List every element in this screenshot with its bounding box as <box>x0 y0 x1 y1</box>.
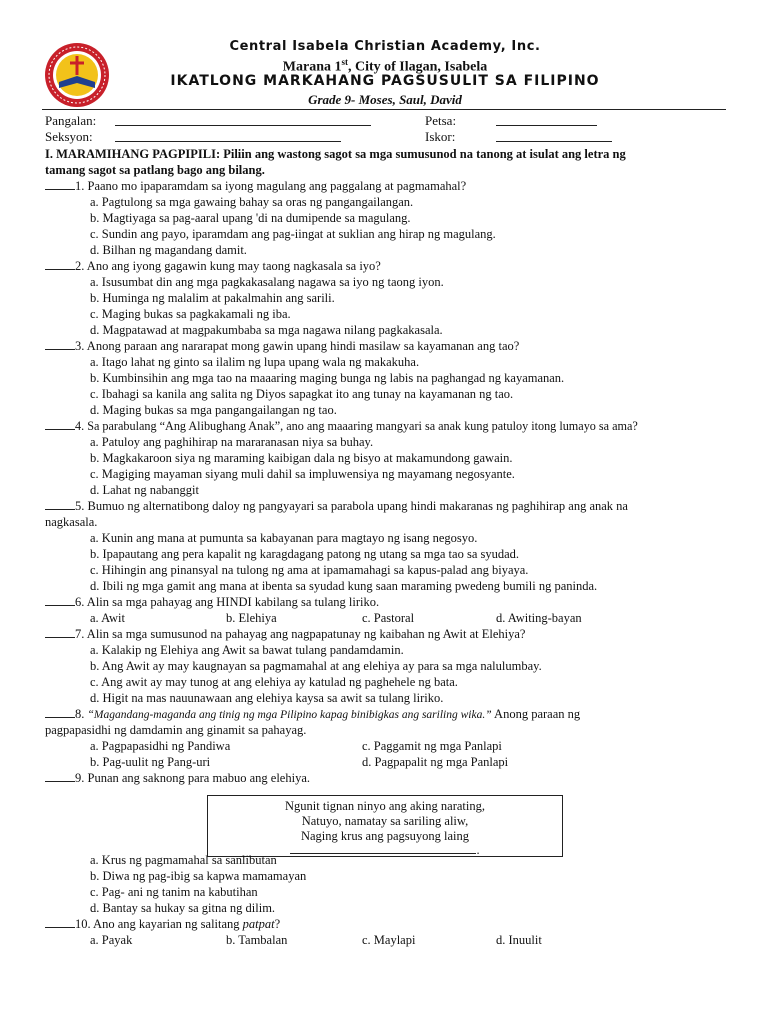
instructions-line-1: I. MARAMIHANG PAGPIPILI: Piliin ang wastong sagot sa mga sumusunod na tanong at isulat ang letra ng <box>45 147 626 161</box>
answer-blank-4[interactable] <box>45 418 75 430</box>
poem-line-1: Ngunit tignan ninyo ang aking narating, <box>285 799 485 813</box>
school-name: Central Isabela Christian Academy, Inc. <box>229 39 541 54</box>
question-6 <box>45 594 379 610</box>
question-6-stem: 6. Alin sa mga pahayag ang HINDI kabilang sa tulang liriko. <box>75 595 380 609</box>
question-5 <box>45 498 628 514</box>
question-7 <box>45 626 525 642</box>
q4-choice-b: b. Magkakaroon siya ng maraming kaibigan dala ng bisyo at makamundong gawain. <box>90 451 513 465</box>
seksyon-field[interactable] <box>115 141 341 142</box>
q6-choice-a: a. Awit <box>90 611 125 625</box>
pangalan-field[interactable] <box>115 125 371 126</box>
school-logo-icon <box>44 42 110 108</box>
q6-choice-b: b. Elehiya <box>226 611 277 625</box>
petsa-field[interactable] <box>496 125 597 126</box>
q7-choice-c: c. Ang awit ay may tunog at ang elehiya ay katulad ng paghehele ng bata. <box>90 675 458 689</box>
iskor-label: Iskor: <box>425 129 456 144</box>
q2-choice-a: a. Isusumbat din ang mga pagkakasalang nagawa sa iyo ng taong iyon. <box>90 275 444 289</box>
exam-title: IKATLONG MARKAHANG PAGSUSULIT SA FILIPINO <box>170 73 600 89</box>
address-sup: st <box>341 57 348 67</box>
address-post: , City of Ilagan, Isabela <box>347 59 488 75</box>
poem-box <box>207 795 563 857</box>
question-10-word: patpat <box>242 917 275 931</box>
answer-blank-8[interactable] <box>45 706 75 718</box>
question-8 <box>45 706 580 723</box>
q3-choice-d: d. Maging bukas sa mga pangangailangan ng tao. <box>90 403 337 417</box>
q3-choice-b: b. Kumbinsihin ang mga tao na maaaring maging bunga ng labis na paghangad ng kayamanan. <box>90 371 565 385</box>
answer-blank-1[interactable] <box>45 178 75 190</box>
q5-choice-a: a. Kunin ang mana at pumunta sa kabayanan para magtayo ng isang negosyo. <box>90 531 478 545</box>
pangalan-label: Pangalan: <box>45 113 97 128</box>
answer-blank-9[interactable] <box>45 770 75 782</box>
q6-choice-c: c. Pastoral <box>362 611 415 625</box>
q10-choice-c: c. Maylapi <box>362 933 416 947</box>
question-8-number: 8. <box>75 707 88 721</box>
q4-choice-d: d. Lahat ng nabanggit <box>90 483 199 497</box>
question-8-tail: Anong paraan ng <box>491 707 581 721</box>
q8-choice-c: c. Paggamit ng mga Panlapi <box>362 739 502 753</box>
answer-blank-5[interactable] <box>45 498 75 510</box>
q9-choice-b: b. Diwa ng pag-ibig sa kapwa mamamayan <box>90 869 307 883</box>
answer-blank-10[interactable] <box>45 916 75 928</box>
question-3 <box>45 338 519 354</box>
poem-line-3: Naging krus ang pagsuyong laing <box>300 829 470 843</box>
q7-choice-a: a. Kalakip ng Elehiya ang Awit sa bawat tulang pandamdamin. <box>90 643 404 657</box>
address-pre: Marana 1 <box>282 59 342 75</box>
question-1-stem: 1. Paano mo ipaparamdam sa iyong magulang ang paggalang at pagmamahal? <box>75 179 467 193</box>
q1-choice-d: d. Bilhan ng magandang damit. <box>90 243 247 257</box>
answer-blank-2[interactable] <box>45 258 75 270</box>
poem-line-2: Natuyo, namatay sa sariling aliw, <box>301 814 469 828</box>
question-8-quote: “Magandang-maganda ang tinig ng mga Pilipino kapag binibigkas ang sariling wika.” <box>87 709 492 721</box>
q8-choice-d: d. Pagpapalit ng mga Panlapi <box>362 755 509 769</box>
q9-choice-c: c. Pag- ani ng tanim na kabutihan <box>90 885 258 899</box>
question-2-stem: 2. Ano ang iyong gagawin kung may taong nagkasala sa iyo? <box>75 259 381 273</box>
q2-choice-d: d. Magpatawad at magpakumbaba sa mga nagawa nilang pagkakasala. <box>90 323 443 337</box>
q9-choice-a: a. Krus ng pagmamahal sa sanlibutan <box>90 853 277 867</box>
question-2 <box>45 258 381 274</box>
question-4-stem: 4. Sa parabulang “Ang Alibughang Anak”, ano ang maaaring mangyari sa anak kung patuloy itong lumayo sa ama? <box>75 419 638 433</box>
answer-blank-6[interactable] <box>45 594 75 606</box>
q9-choice-d: d. Bantay sa hukay sa gitna ng dilim. <box>90 901 276 915</box>
question-8-stem-cont: pagpapasidhi ng damdamin ang ginamit sa pahayag. <box>45 723 307 737</box>
grade-section: Grade 9- Moses, Saul, David <box>308 92 462 107</box>
q6-choice-d: d. Awiting-bayan <box>496 611 582 625</box>
question-10 <box>45 916 280 932</box>
q5-choice-b: b. Ipapautang ang pera kapalit ng karagdagang patong ng utang sa mga tao sa syudad. <box>90 547 520 561</box>
answer-blank-7[interactable] <box>45 626 75 638</box>
instructions-line-2: tamang sagot sa patlang bago ang bilang. <box>45 163 265 177</box>
q8-choice-b: b. Pag-uulit ng Pang-uri <box>90 755 211 769</box>
seksyon-label: Seksyon: <box>45 129 93 144</box>
question-7-stem: 7. Alin sa mga sumusunod na pahayag ang nagpapatunay ng kaibahan ng Awit at Elehiya? <box>75 627 526 641</box>
q10-choice-b: b. Tambalan <box>226 933 288 947</box>
question-9 <box>45 770 310 786</box>
iskor-field[interactable] <box>496 141 612 142</box>
q10-choice-d: d. Inuulit <box>496 933 542 947</box>
q2-choice-c: c. Maging bukas sa pagkakamali ng iba. <box>90 307 291 321</box>
q7-choice-d: d. Higit na mas nauunawaan ang elehiya kaysa sa awit sa tulang liriko. <box>90 691 444 705</box>
q4-choice-c: c. Magiging mayaman siyang muli dahil sa impluwensiya ng mayamang negosyante. <box>90 467 515 481</box>
q2-choice-b: b. Huminga ng malalim at pakalmahin ang sarili. <box>90 291 335 305</box>
question-5-stem-cont: nagkasala. <box>45 515 98 529</box>
question-4 <box>45 418 638 434</box>
q1-choice-a: a. Pagtulong sa mga gawaing bahay sa oras ng pangangailangan. <box>90 195 414 209</box>
question-1 <box>45 178 466 194</box>
header-divider <box>42 109 726 110</box>
petsa-label: Petsa: <box>425 113 457 128</box>
q4-choice-a: a. Patuloy ang paghihirap na mararanasan niya sa buhay. <box>90 435 374 449</box>
answer-blank-3[interactable] <box>45 338 75 350</box>
q1-choice-c: c. Sundin ang payo, iparamdam ang pag-iingat at suklian ang hirap ng magulang. <box>90 227 496 241</box>
question-5-stem: 5. Bumuo ng alternatibong daloy ng pangyayari sa parabola upang hindi makaranas ng paghihirap ang anak na <box>75 499 628 513</box>
q3-choice-c: c. Ibahagi sa kanila ang salita ng Diyos sapagkat ito ang tunay na kayamanan ng tao. <box>90 387 514 401</box>
poem-end: . <box>476 843 480 857</box>
q10-choice-a: a. Payak <box>90 933 133 947</box>
question-9-stem: 9. Punan ang saknong para mabuo ang elehiya. <box>75 771 311 785</box>
q1-choice-b: b. Magtiyaga sa pag-aaral upang 'di na dumipende sa magulang. <box>90 211 411 225</box>
question-10-stem: 10. Ano ang kayarian ng salitang <box>75 917 243 931</box>
q7-choice-b: b. Ang Awit ay may kaugnayan sa pagmamahal at ang elehiya ay para sa mga nalulumbay. <box>90 659 542 673</box>
poem-blank[interactable] <box>290 842 476 854</box>
q3-choice-a: a. Itago lahat ng ginto sa ilalim ng lupa upang wala ng makakuha. <box>90 355 420 369</box>
q8-choice-a: a. Pagpapasidhi ng Pandiwa <box>90 739 231 753</box>
q5-choice-d: d. Ibili ng mga gamit ang mana at ibenta sa syudad kung saan maraming pwedeng bumili ng paninda. <box>90 579 598 593</box>
q5-choice-c: c. Hihingin ang pinansyal na tulong ng ama at ipamamahagi sa kapus-palad ang biyaya. <box>90 563 529 577</box>
question-3-stem: 3. Anong paraan ang nararapat mong gawin upang hindi masilaw sa kayamanan ang tao? <box>75 339 520 353</box>
question-10-end: ? <box>274 917 281 931</box>
